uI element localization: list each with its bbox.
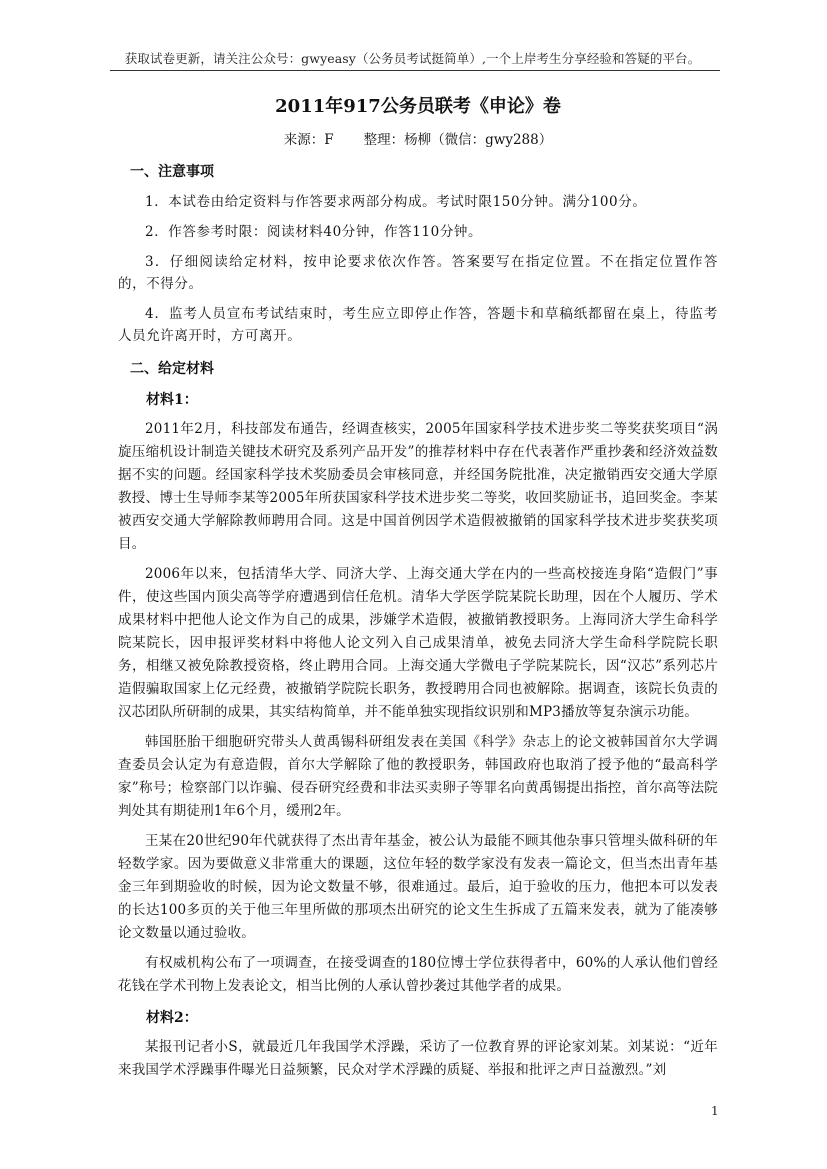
note-item: 1．本试卷由给定资料与作答要求两部分构成。考试时限150分钟。满分100分。 (145, 194, 647, 210)
material-1-heading: 材料1： (146, 392, 198, 408)
paragraph: 2006年以来，包括清华大学、同济大学、上海交通大学在内的一些高校接连身陷“造假门”事件，使这些国内顶尖高等学府遭遇到信任危机。清华大学医学院某院长助理，因在个人履历、学术成果材料中把他人论文作为自己的成果，涉嫌学术造假，被撤销教授职务。上海同济大学生命科学院某院长，因申报评奖材料中将他人论文列入自己成果清单，被免去同济大学生命科学院院长职务，相继又被免除教授资格，终止聘用合同。上海交通大学微电子学院某院长，因“汉芯”系列芯片造假骗取国家上亿元经费，被撤销学院院长职务，教授聘用合同也被解除。据调查，该院长负责的汉芯团队所研制的成果，其实结构简单，并不能单独实现指纹识别和MP3播放等复杂演示功能。 (118, 566, 718, 720)
paragraph: 某报刊记者小S，就最近几年我国学术浮躁，采访了一位教育界的评论家刘某。刘某说：“近年来我国学术浮躁事件曝光日益频繁，民众对学术浮躁的质疑、举报和批评之声日益激烈。”刘 (118, 1039, 718, 1078)
section-heading-materials: 二、给定材料 (130, 361, 214, 377)
paragraph: 有权威机构公布了一项调查，在接受调查的180位博士学位获得者中，60%的人承认他们曾经花钱在学术刊物上发表论文，相当比例的人承认曾抄袭过其他学者的成果。 (118, 955, 718, 994)
source-label: 来源：F (283, 132, 334, 148)
paragraph: 韩国胚胎干细胞研究带头人黄禹锡科研组发表在美国《科学》杂志上的论文被韩国首尔大学调查委员会认定为有意造假，首尔大学解除了他的教授职务，韩国政府也取消了授予他的“最高科学家”称号；检察部门以诈骗、侵吞研究经费和非法买卖卵子等罪名向黄禹锡提出指控，首尔高等法院判处其有期徒刑1年6个月，缓刑2年。 (118, 734, 718, 819)
document-title: 2011年917公务员联考《申论》卷 (275, 96, 561, 117)
editor-label: 整理：杨柳（微信：gwy288） (363, 132, 553, 148)
document-body (118, 88, 718, 1082)
paragraph: 2011年2月，科技部发布通告，经调查核实，2005年国家科学技术进步奖二等奖获奖项目“涡旋压缩机设计制造关键技术研究及系列产品开发”的推荐材料中存在代表著作严重抄袭和经济效益数据不实的问题。经国家科学技术奖励委员会审核同意，并经国务院批准，决定撤销西安交通大学原教授、博士生导师李某等2005年所获国家科学技术进步奖二等奖，收回奖励证书，追回奖金。李某被西安交通大学解除教师聘用合同。这是中国首例因学术造假被撤销的国家科学技术进步奖获奖项目。 (118, 421, 718, 552)
material-2-heading: 材料2： (146, 1010, 198, 1026)
note-item: 4．监考人员宣布考试结束时，考生应立即停止作答，答题卡和草稿纸都留在桌上，待监考人员允许离开时，方可离开。 (118, 306, 718, 344)
note-item: 2．作答参考时限：阅读材料40分钟，作答110分钟。 (145, 224, 483, 240)
page-number: 1 (711, 1104, 719, 1118)
source-line (118, 130, 718, 150)
page-header: 获取试卷更新，请关注公众号：gwyeasy（公务员考试挺简单）,一个上岸考生分享经验和答疑的平台。 (124, 51, 701, 66)
section-heading-notes: 一、注意事项 (130, 164, 214, 180)
note-item: 3．仔细阅读给定材料，按申论要求依次作答。答案要写在指定位置。不在指定位置作答的，不得分。 (118, 254, 718, 292)
paragraph: 王某在20世纪90年代就获得了杰出青年基金，被公认为最能不顾其他杂事只管埋头做科研的年轻数学家。因为要做意义非常重大的课题，这位年轻的数学家没有发表一篇论文，但当杰出青年基金三年到期验收的时候，因为论文数量不够，很难通过。最后，迫于验收的压力，他把本可以发表的长达100多页的关于他三年里所做的那项杰出研究的论文生生拆成了五篇来发表，就为了能凑够论文数量以通过验收。 (118, 833, 718, 941)
header-divider (110, 70, 720, 71)
